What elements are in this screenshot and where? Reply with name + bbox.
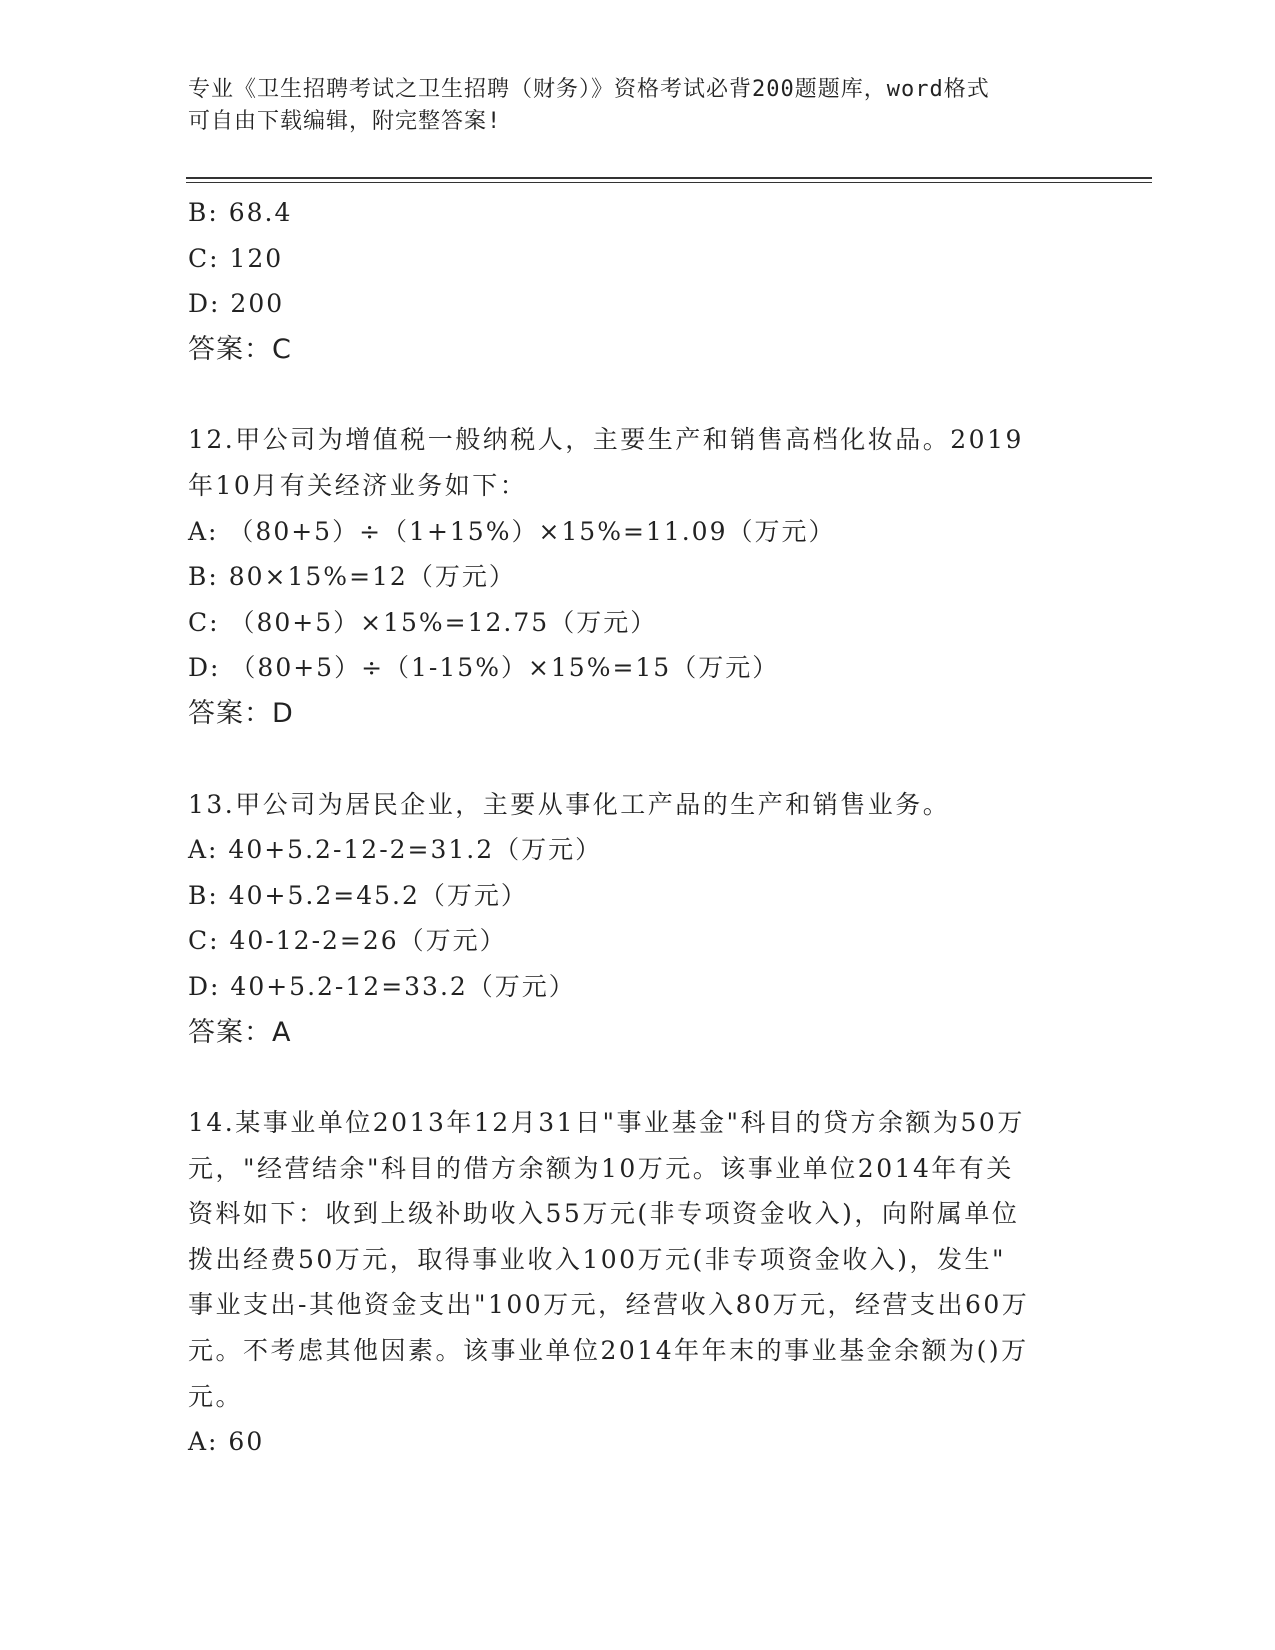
option-c: C: （80+5）×15%=12.75（万元） <box>188 607 658 637</box>
option-c: C: 120 <box>188 243 284 273</box>
question-stem-line: 12.甲公司为增值税一般纳税人，主要生产和销售高档化妆品。2019 <box>188 425 1024 455</box>
question-11 <box>188 190 1088 372</box>
header-divider-thin <box>186 182 1152 183</box>
question-stem-line: 元，"经营结余"科目的借方余额为10万元。该事业单位2014年有关 <box>188 1153 1014 1183</box>
option-b: B: 80×15%=12（万元） <box>188 562 516 592</box>
question-stem-line: 资料如下：收到上级补助收入55万元(非专项资金收入)，向附属单位 <box>188 1199 1020 1229</box>
document-header <box>188 74 1088 138</box>
option-a: A: （80+5）÷（1+15%）×15%=11.09（万元） <box>188 516 836 546</box>
header-line-2: 可自由下载编辑，附完整答案! <box>188 109 502 134</box>
option-a: A: 60 <box>188 1427 265 1457</box>
question-stem-line: 13.甲公司为居民企业，主要从事化工产品的生产和销售业务。 <box>188 789 951 819</box>
question-stem-line: 事业支出-其他资金支出"100万元，经营收入80万元，经营支出60万 <box>188 1290 1030 1320</box>
option-b: B: 40+5.2=45.2（万元） <box>188 880 528 910</box>
answer-line: 答案：D <box>188 697 294 729</box>
question-stem-line: 拨出经费50万元，取得事业收入100万元(非专项资金收入)，发生" <box>188 1244 1007 1274</box>
option-c: C: 40-12-2=26（万元） <box>188 926 507 956</box>
answer-line: 答案：C <box>188 333 292 365</box>
question-14 <box>188 1100 1088 1465</box>
header-divider-thick <box>186 177 1152 179</box>
option-d: D: （80+5）÷（1-15%）×15%=15（万元） <box>188 653 780 683</box>
option-a: A: 40+5.2-12-2=31.2（万元） <box>188 835 603 865</box>
question-list <box>188 190 1088 1465</box>
option-b: B: 68.4 <box>188 198 293 227</box>
question-stem-line: 14.某事业单位2013年12月31日"事业基金"科目的贷方余额为50万 <box>188 1108 1025 1138</box>
question-stem-line: 元。不考虑其他因素。该事业单位2014年年末的事业基金余额为()万 <box>188 1336 1029 1366</box>
question-12 <box>188 417 1088 736</box>
question-stem-line: 元。 <box>188 1381 244 1411</box>
question-13 <box>188 782 1088 1056</box>
header-line-1: 专业《卫生招聘考试之卫生招聘（财务）》资格考试必背200题题库，word格式 <box>188 77 990 102</box>
option-d: D: 200 <box>188 289 285 319</box>
question-stem-line: 年10月有关经济业务如下： <box>188 470 528 500</box>
option-d: D: 40+5.2-12=33.2（万元） <box>188 971 576 1001</box>
answer-line: 答案：A <box>188 1016 292 1048</box>
